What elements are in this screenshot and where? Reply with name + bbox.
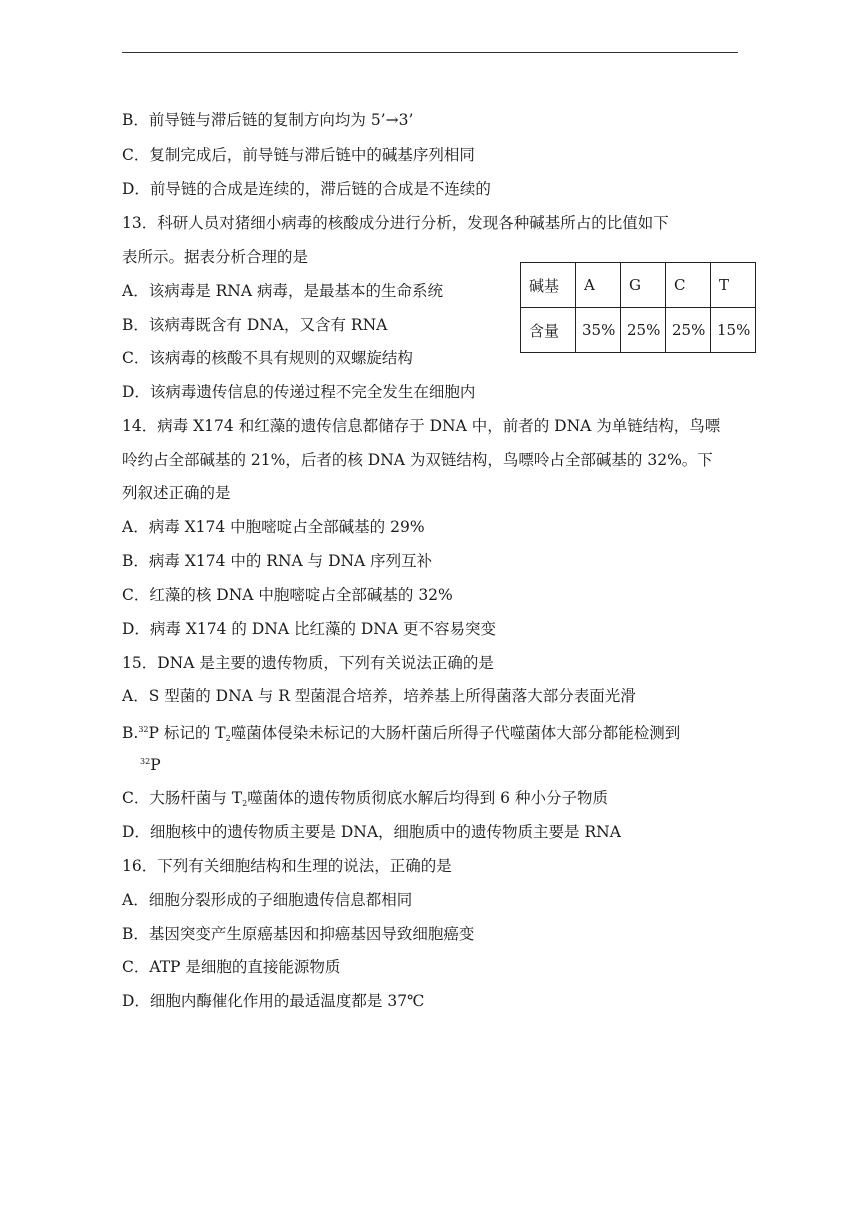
q14-stem-line3: 列叙述正确的是: [122, 484, 231, 502]
table-header-content: 含量: [521, 308, 576, 353]
q15-option-c: [122, 788, 608, 814]
table-header-base: 碱基: [521, 263, 576, 308]
q12-option-b: B．前导链与滞后链的复制方向均为 5’→3’: [122, 111, 414, 129]
table-cell-value-t: 15%: [711, 308, 756, 353]
table-row: [521, 308, 756, 353]
q14-option-b: B．病毒 X174 中的 RNA 与 DNA 序列互补: [122, 552, 433, 570]
q12-option-d: D．前导链的合成是连续的，滞后链的合成是不连续的: [122, 180, 491, 198]
q13-option-c: C．该病毒的核酸不具有规则的双螺旋结构: [122, 349, 413, 367]
q16-option-d: D．细胞内酶催化作用的最适温度都是 37℃: [122, 992, 425, 1010]
q15-stem: 15．DNA 是主要的遗传物质，下列有关说法正确的是: [122, 654, 494, 672]
table-cell-base-c: C: [666, 263, 711, 308]
q14-stem-line2: 呤约占全部碱基的 21%，后者的核 DNA 为双链结构，鸟嘌呤占全部碱基的 32%。下: [122, 451, 713, 469]
q16-option-c: C．ATP 是细胞的直接能源物质: [122, 958, 341, 976]
q15-b-sub: 2: [225, 734, 231, 743]
table-cell-value-a: 35%: [576, 308, 621, 353]
q15-b-line2-sup: 32: [140, 757, 151, 766]
q13-option-a: A．该病毒是 RNA 病毒，是最基本的生命系统: [122, 282, 443, 300]
q15-b-line2-text: P: [150, 756, 161, 774]
q15-option-a: A．S 型菌的 DNA 与 R 型菌混合培养，培养基上所得菌落大部分表面光滑: [122, 687, 636, 705]
q15-b-sup: 32: [138, 725, 149, 734]
q15-c-post: 噬菌体的遗传物质彻底水解后均得到 6 种小分子物质: [247, 789, 608, 807]
q15-c-pre: C．大肠杆菌与 T: [122, 789, 243, 807]
q15-b-mid1: P 标记的 T: [148, 724, 226, 742]
table-cell-base-t: T: [711, 263, 756, 308]
q13-option-b: B．该病毒既含有 DNA，又含有 RNA: [122, 316, 388, 334]
q15-b-prefix: B.: [122, 724, 139, 742]
q15-option-b-line2: [140, 752, 161, 775]
q15-option-b-line1: [122, 720, 680, 749]
q12-option-c: C．复制完成后，前导链与滞后链中的碱基序列相同: [122, 146, 475, 164]
q14-option-d: D．病毒 X174 的 DNA 比红藻的 DNA 更不容易突变: [122, 620, 496, 638]
q15-option-d: D．细胞核中的遗传物质主要是 DNA，细胞质中的遗传物质主要是 RNA: [122, 823, 621, 841]
q15-c-sub: 2: [242, 799, 248, 808]
table-cell-base-a: A: [576, 263, 621, 308]
table-cell-value-c: 25%: [666, 308, 711, 353]
q16-stem: 16．下列有关细胞结构和生理的说法，正确的是: [122, 857, 452, 875]
q13-option-d: D．该病毒遗传信息的传递过程不完全发生在细胞内: [122, 383, 476, 401]
q13-stem-line1: 13．科研人员对猪细小病毒的核酸成分进行分析，发现各种碱基所占的比值如下: [122, 214, 669, 232]
q13-stem-line2: 表所示。据表分析合理的是: [122, 248, 309, 266]
header-rule: [122, 52, 738, 53]
table-cell-base-g: G: [621, 263, 666, 308]
base-ratio-table: [520, 262, 756, 353]
table-row: [521, 263, 756, 308]
q16-option-b: B．基因突变产生原癌基因和抑癌基因导致细胞癌变: [122, 925, 475, 943]
q14-option-c: C．红藻的核 DNA 中胞嘧啶占全部碱基的 32%: [122, 586, 453, 604]
q14-stem-line1: 14．病毒 X174 和红藻的遗传信息都储存于 DNA 中，前者的 DNA 为单链结构，鸟嘌: [122, 417, 721, 435]
q16-option-a: A．细胞分裂形成的子细胞遗传信息都相同: [122, 891, 413, 909]
q15-b-mid2: 噬菌体侵染未标记的大肠杆菌后所得子代噬菌体大部分都能检测到: [230, 724, 681, 742]
table-cell-value-g: 25%: [621, 308, 666, 353]
q14-option-a: A．病毒 X174 中胞嘧啶占全部碱基的 29%: [122, 518, 425, 536]
